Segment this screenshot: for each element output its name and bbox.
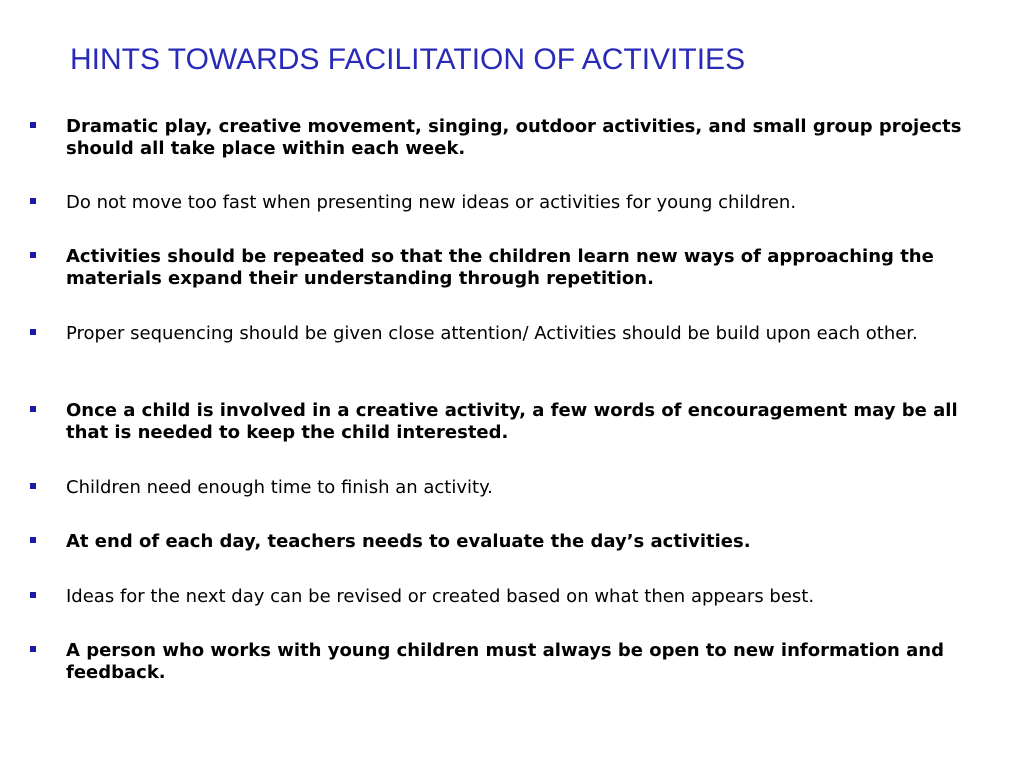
bullet-text: Once a child is involved in a creative activity, a few words of encouragement may be all that is needed to keep the child interested. (66, 400, 958, 443)
square-bullet-icon (30, 646, 36, 652)
square-bullet-icon (30, 406, 36, 412)
bullet-text: Proper sequencing should be given close attention/ Activities should be build upon each other. (66, 323, 918, 344)
square-bullet-icon (30, 329, 36, 335)
square-bullet-icon (30, 483, 36, 489)
bullet-text: Dramatic play, creative movement, singing, outdoor activities, and small group projects should all take place within each week. (66, 116, 962, 159)
slide-title: HINTS TOWARDS FACILITATION OF ACTIVITIES (70, 43, 746, 76)
bullet-text: Children need enough time to finish an activity. (66, 477, 493, 498)
square-bullet-icon (30, 537, 36, 543)
bullet-text: Ideas for the next day can be revised or created based on what then appears best. (66, 586, 815, 607)
bullet-text: A person who works with young children must always be open to new information and feedback. (66, 640, 944, 683)
bullet-text: At end of each day, teachers needs to evaluate the day’s activities. (66, 531, 751, 552)
square-bullet-icon (30, 198, 36, 204)
square-bullet-icon (30, 592, 36, 598)
bullet-text: Activities should be repeated so that the children learn new ways of approaching the materials expand their understanding through repetition. (66, 246, 934, 289)
square-bullet-icon (30, 122, 36, 128)
square-bullet-icon (30, 252, 36, 258)
bullet-text: Do not move too fast when presenting new ideas or activities for young children. (66, 192, 797, 213)
